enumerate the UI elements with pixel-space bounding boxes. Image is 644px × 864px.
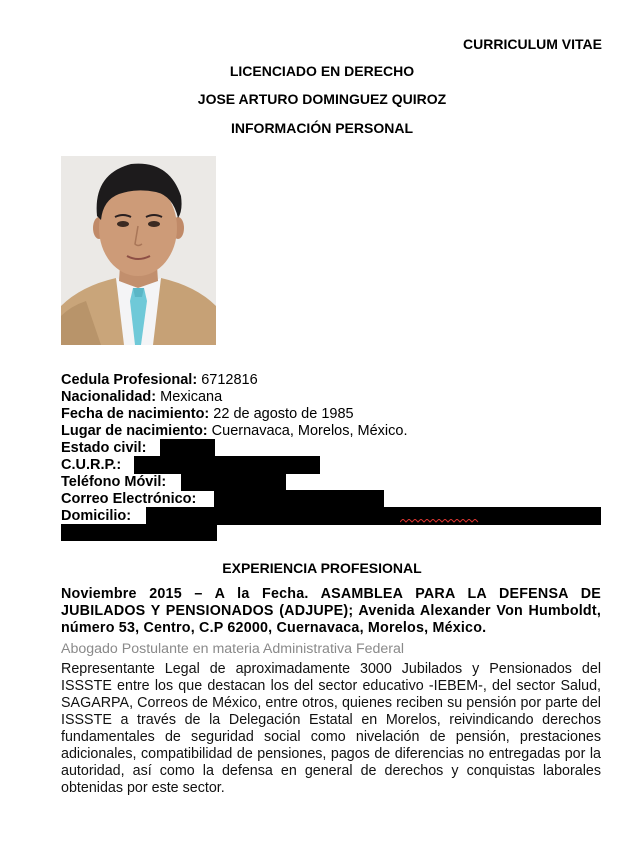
redaction-domicilio (146, 507, 601, 525)
cedula-label: Cedula Profesional: (61, 372, 198, 388)
fecha-nacimiento-label: Fecha de nacimiento: (61, 406, 210, 422)
experience-role: Abogado Postulante en materia Administrativa Federal (61, 641, 405, 657)
experience-description: Representante Legal de aproximadamente 3000 Jubilados y Pensionados del ISSSTE entre los que destacan los del sector educativo -IEBEM-, del sector Salud, SAGARPA, Correos de México, entre otros, quienes reciben su pensión por parte del ISSSTE a través de la Delegación Estatal en Morelos, reivindicando derechos fundamentales de seguridad social como nivelación de pensión, prestaciones adicionales, compatibilidad de pensiones, pagos de diferencias no entregadas por la autoridad, así como la defensa en general de derechos y conquistas laborales obtenidas por este sector. (61, 661, 601, 796)
nacionalidad-label: Nacionalidad: (61, 389, 157, 405)
estado-civil-label: Estado civil: (61, 440, 147, 456)
correo-line (61, 491, 196, 507)
cedula-line (61, 372, 258, 388)
document-type-title: CURRICULUM VITAE (463, 36, 602, 52)
redaction-domicilio-cont (61, 524, 217, 541)
redaction-telefono (181, 473, 286, 491)
person-name: JOSE ARTURO DOMINGUEZ QUIROZ (197, 91, 447, 107)
section-title-experience: EXPERIENCIA PROFESIONAL (222, 560, 422, 576)
lugar-nacimiento-line (61, 423, 408, 439)
lugar-nacimiento-value: Cuernavaca, Morelos, México. (211, 423, 408, 439)
redaction-estado-civil (160, 439, 215, 457)
domicilio-label: Domicilio: (61, 508, 132, 524)
cedula-value: 6712816 (201, 372, 258, 388)
domicilio-line (61, 508, 131, 524)
experience-heading: Noviembre 2015 – A la Fecha. ASAMBLEA PARA LA DEFENSA DE JUBILADOS Y PENSIONADOS (ADJUPE); Avenida Alexander Von Humboldt, número 53, Centro, C.P 62000, Cuernavaca, Morelos, México. (61, 586, 601, 636)
redaction-curp (134, 456, 320, 474)
fecha-nacimiento-line (61, 406, 354, 422)
degree-title: LICENCIADO EN DERECHO (229, 63, 415, 79)
telefono-label: Teléfono Móvil: (61, 474, 167, 490)
lugar-nacimiento-label: Lugar de nacimiento: (61, 423, 208, 439)
redaction-correo (214, 490, 384, 508)
correo-label: Correo Electrónico: (61, 491, 197, 507)
spellcheck-underline (400, 519, 480, 525)
telefono-line (61, 474, 166, 490)
section-title-personal-info: INFORMACIÓN PERSONAL (231, 120, 413, 136)
estado-civil-line (61, 440, 146, 456)
profile-photo (61, 156, 216, 345)
nacionalidad-line (61, 389, 222, 405)
fecha-nacimiento-value: 22 de agosto de 1985 (213, 406, 354, 422)
nacionalidad-value: Mexicana (160, 389, 223, 405)
curp-label: C.U.R.P.: (61, 457, 122, 473)
curp-line (61, 457, 121, 473)
